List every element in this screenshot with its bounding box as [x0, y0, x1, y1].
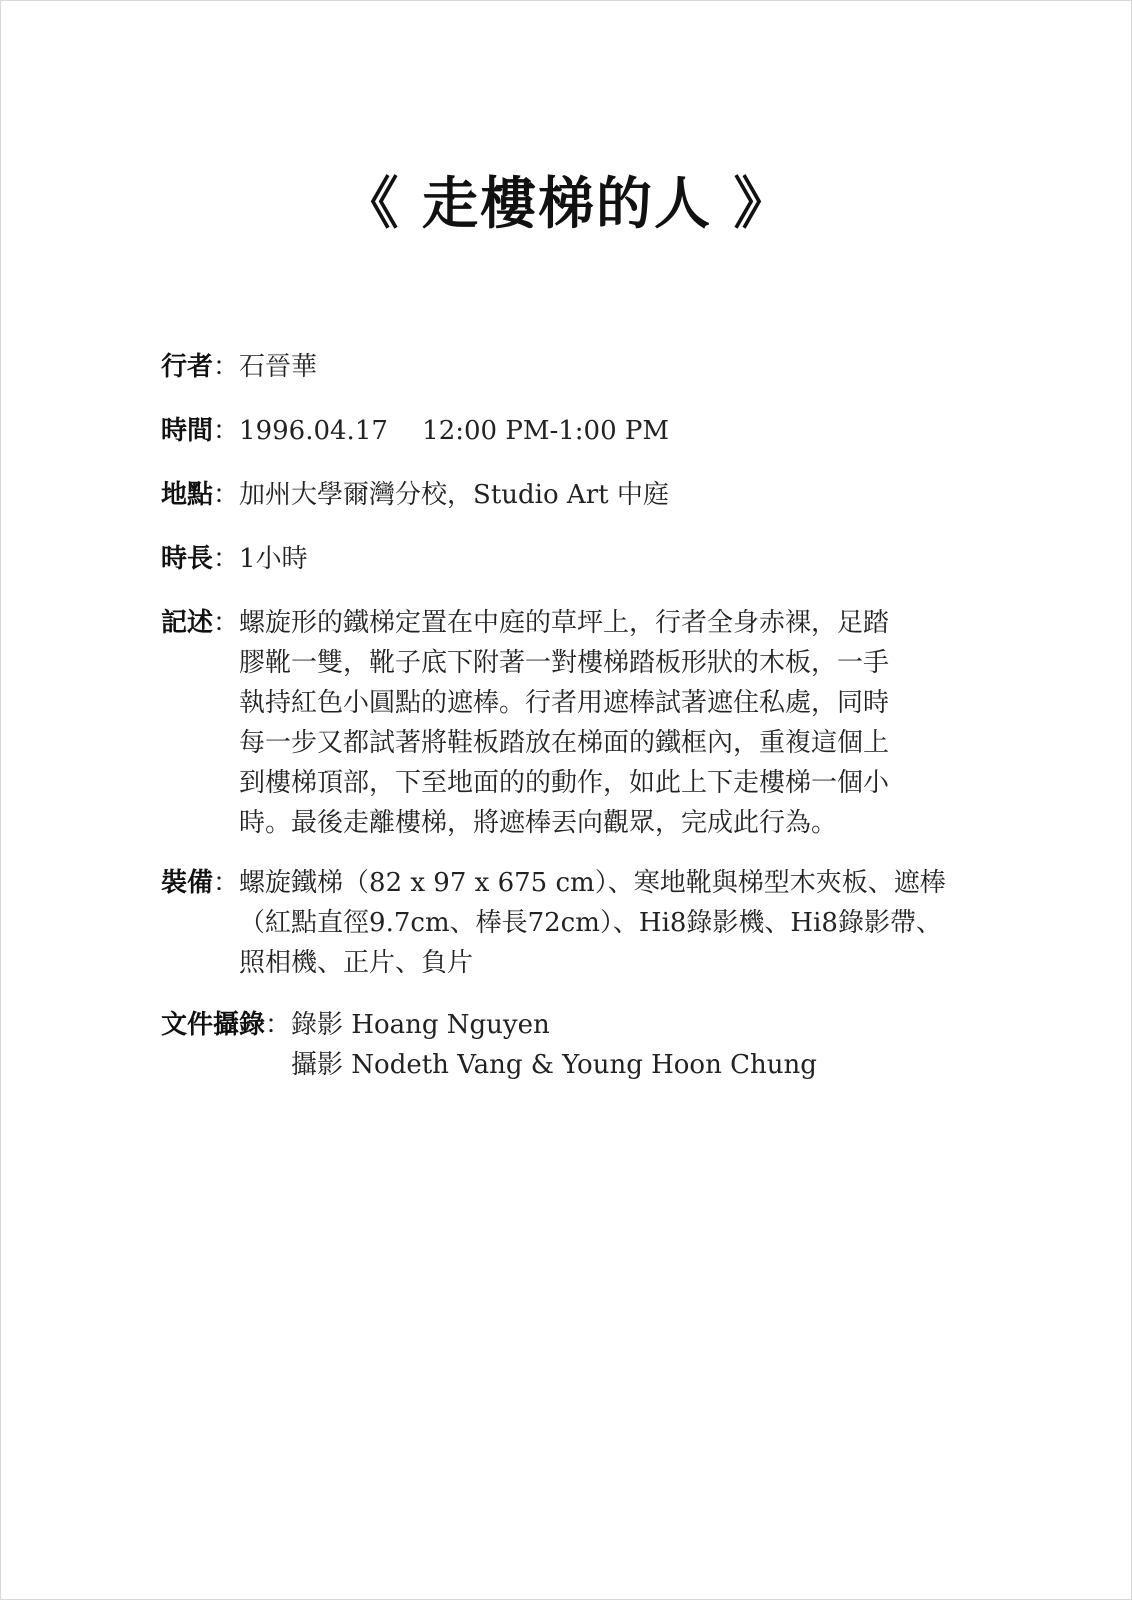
description-line: 膠靴一雙，靴子底下附著一對樓梯踏板形狀的木板，一手 — [239, 648, 890, 678]
location-colon: ： — [213, 480, 240, 510]
duration-value: 1小時 — [239, 544, 308, 574]
equipment-line: 照相機、正片、負片 — [239, 948, 474, 978]
time-value: 1996.04.17 12:00 PM-1:00 PM — [239, 416, 670, 446]
duration-label: 時長 — [161, 544, 214, 574]
time-label: 時間 — [161, 416, 214, 446]
duration-colon: ： — [213, 544, 240, 574]
description-label: 記述 — [161, 608, 214, 638]
time-colon: ： — [213, 416, 240, 446]
location-row — [161, 475, 669, 515]
performer-value: 石晉華 — [239, 352, 318, 382]
description-line: 每一步又都試著將鞋板踏放在梯面的鐵框內，重複這個上 — [239, 728, 890, 758]
equipment-text — [239, 863, 959, 983]
location-value: 加州大學爾灣分校，Studio Art 中庭 — [239, 480, 669, 510]
documentation-row — [161, 1005, 817, 1085]
equipment-line: 螺旋鐵梯（82 x 97 x 675 cm）、寒地靴與梯型木夾板、遮棒 — [239, 868, 946, 898]
description-row — [161, 603, 959, 843]
time-row — [161, 411, 669, 451]
description-line: 執持紅色小圓點的遮棒。行者用遮棒試著遮住私處，同時 — [239, 688, 890, 718]
description-colon: ： — [213, 608, 240, 638]
description-line: 到樓梯頂部，下至地面的的動作，如此上下走樓梯一個小 — [239, 768, 890, 798]
documentation-colon: ： — [265, 1010, 292, 1040]
description-line: 時。最後走離樓梯，將遮棒丟向觀眾，完成此行為。 — [239, 808, 838, 838]
location-label: 地點 — [161, 480, 214, 510]
documentation-label: 文件攝錄 — [161, 1010, 266, 1040]
documentation-text — [291, 1005, 817, 1085]
duration-row — [161, 539, 308, 579]
performer-label: 行者 — [161, 352, 214, 382]
page-title: 《 走樓梯的人 》 — [342, 172, 792, 237]
description-line: 螺旋形的鐵梯定置在中庭的草坪上，行者全身赤裸，足踏 — [239, 608, 890, 638]
equipment-line: （紅點直徑9.7cm、棒長72cm）、Hi8錄影機、Hi8錄影帶、 — [239, 908, 942, 938]
equipment-colon: ： — [213, 868, 240, 898]
documentation-line: 錄影 Hoang Nguyen — [291, 1010, 550, 1040]
equipment-label: 裝備 — [161, 868, 214, 898]
documentation-line: 攝影 Nodeth Vang & Young Hoon Chung — [291, 1050, 817, 1080]
description-text — [239, 603, 959, 843]
equipment-row — [161, 863, 959, 983]
performer-colon: ： — [213, 352, 240, 382]
performer-row — [161, 347, 317, 387]
